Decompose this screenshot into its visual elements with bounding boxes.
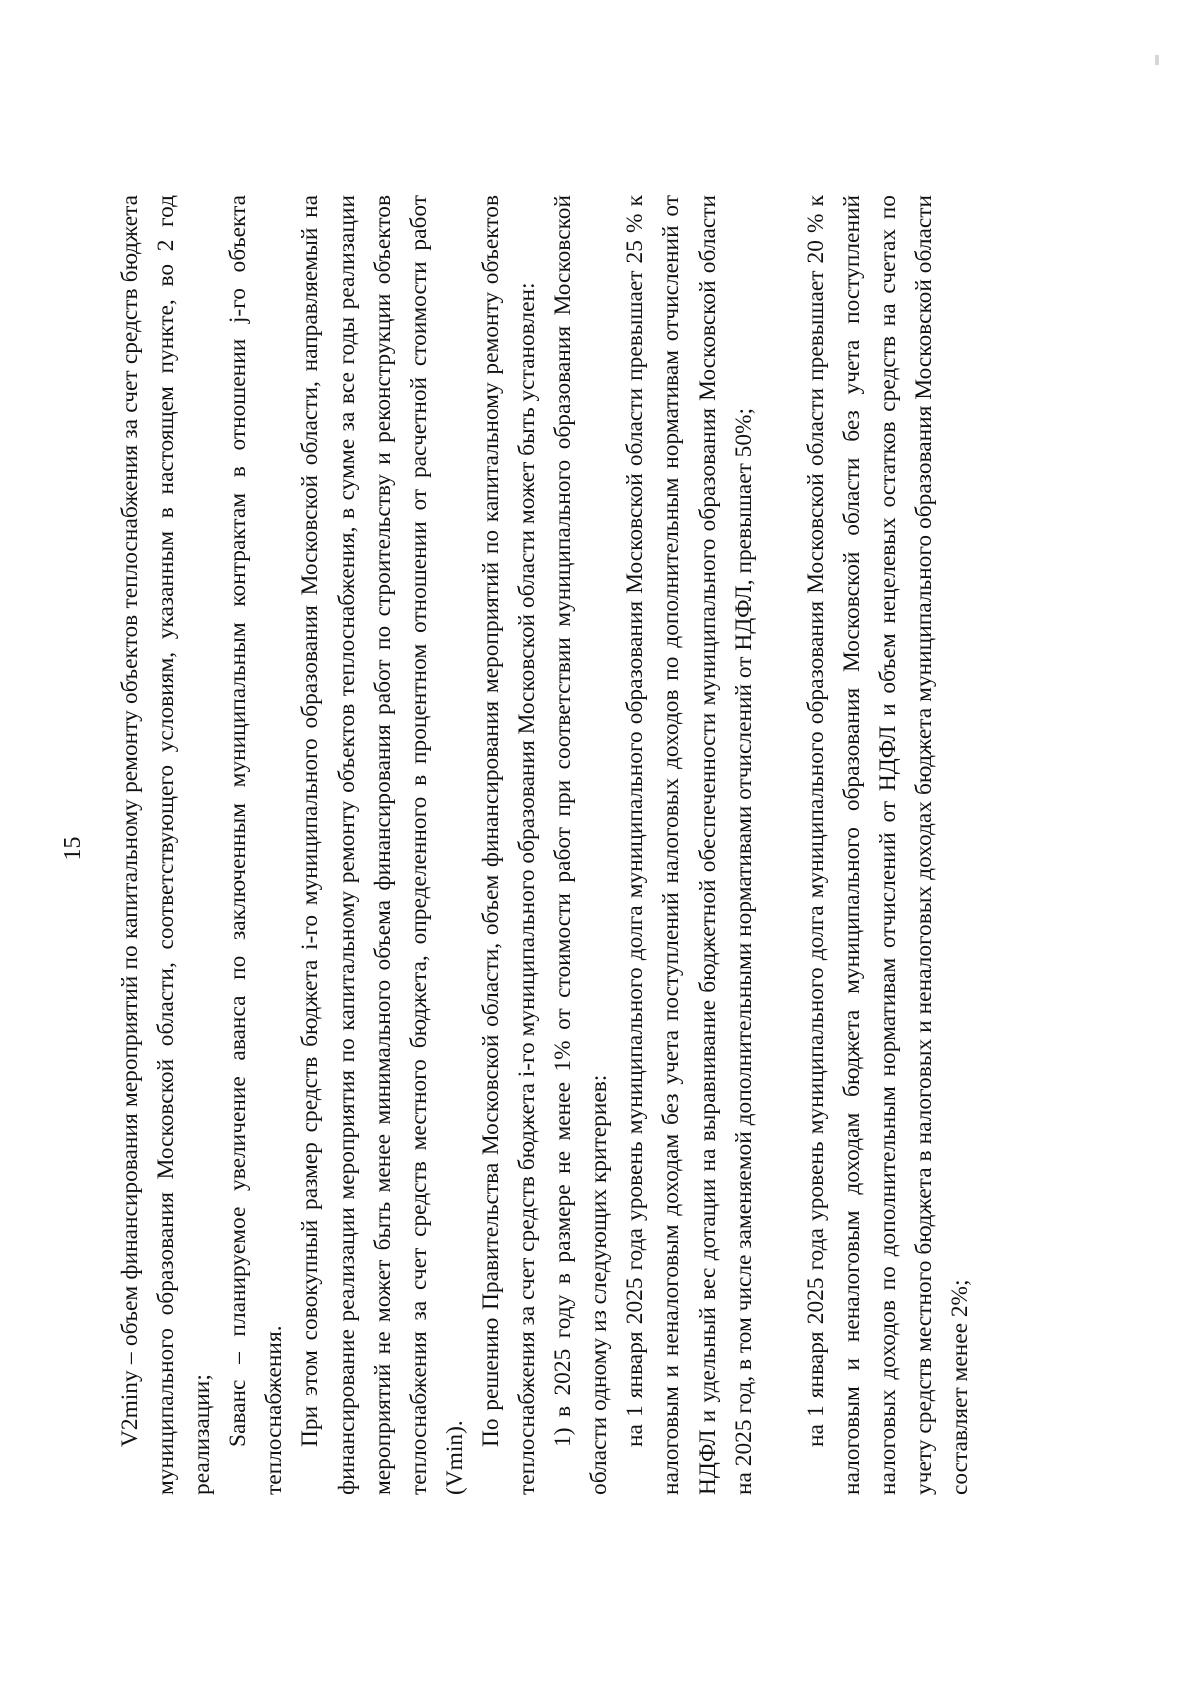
paragraph-government-decision: По решению Правительства Московской области, объем финансирования мероприятий по капитальному ремонту объектов теплоснабжения за счет средств бюджета i-го муниципального образования Московской области может быть установлен: — [477, 195, 541, 1495]
document-body — [112, 195, 978, 1495]
paragraph-criterion-debt-20: на 1 января 2025 года уровень муниципального долга муниципального образования Московской области превышает 20 % к налоговым и неналоговым доходам бюджета муниципального образования Московской области без учета поступлений налоговых доходов по дополнительным нормативам отчислений от НДФЛ и объем нецелевых остатков средств на счетах по учету средств местного бюджета в налоговых и неналоговых доходах бюджета муниципального образования Московской области составляет менее 2%; — [802, 195, 974, 1495]
paragraph-total-funding-condition: При этом совокупный размер средств бюджета i-го муниципального образования Московской области, направляемый на финансирование реализации мероприятия по капитальному ремонту объектов теплоснабжения, в сумме за все годы реализации мероприятий не может быть менее минимального объема финансирования работ по строительству и реконструкции объектов теплоснабжения за счет средств местного бюджета, определенного в процентном отношении от расчетной стоимости работ (Vmin). — [297, 195, 468, 1495]
paragraph-criteria-2025: 1) в 2025 году в размере не менее 1% от стоимости работ при соответствии муниципального образования Московской области одному из следующих критериев: — [550, 195, 613, 1495]
scan-artifact — [1155, 55, 1159, 65]
page-number: 15 — [60, 836, 86, 861]
paragraph-criterion-debt-25: на 1 января 2025 года уровень муниципального долга муниципального образования Московской области превышает 25 % к налоговым и неналоговым доходам без учета поступлений налоговых доходов по дополнительным нормативам отчислений от НДФЛ и удельный вес дотации на выравнивание бюджетной обеспеченности муниципального образования Московской области на 2025 год, в том числе заменяемой дополнительными нормативами отчислений от НДФЛ, превышает 50%; — [622, 195, 757, 1495]
paragraph-savans-definition: Sаванс – планируемое увеличение аванса по заключенным муниципальным контрактам в отношении j-го объекта теплоснабжения. — [225, 195, 288, 1495]
paragraph-v2miny-definition: V2miny – объем финансирования мероприятий по капитальному ремонту объектов теплоснабжения за счет средств бюджета муниципального образования Московской области, соответствующего условиям, указанным в настоящем пункте, во 2 год реализации; — [117, 195, 216, 1495]
